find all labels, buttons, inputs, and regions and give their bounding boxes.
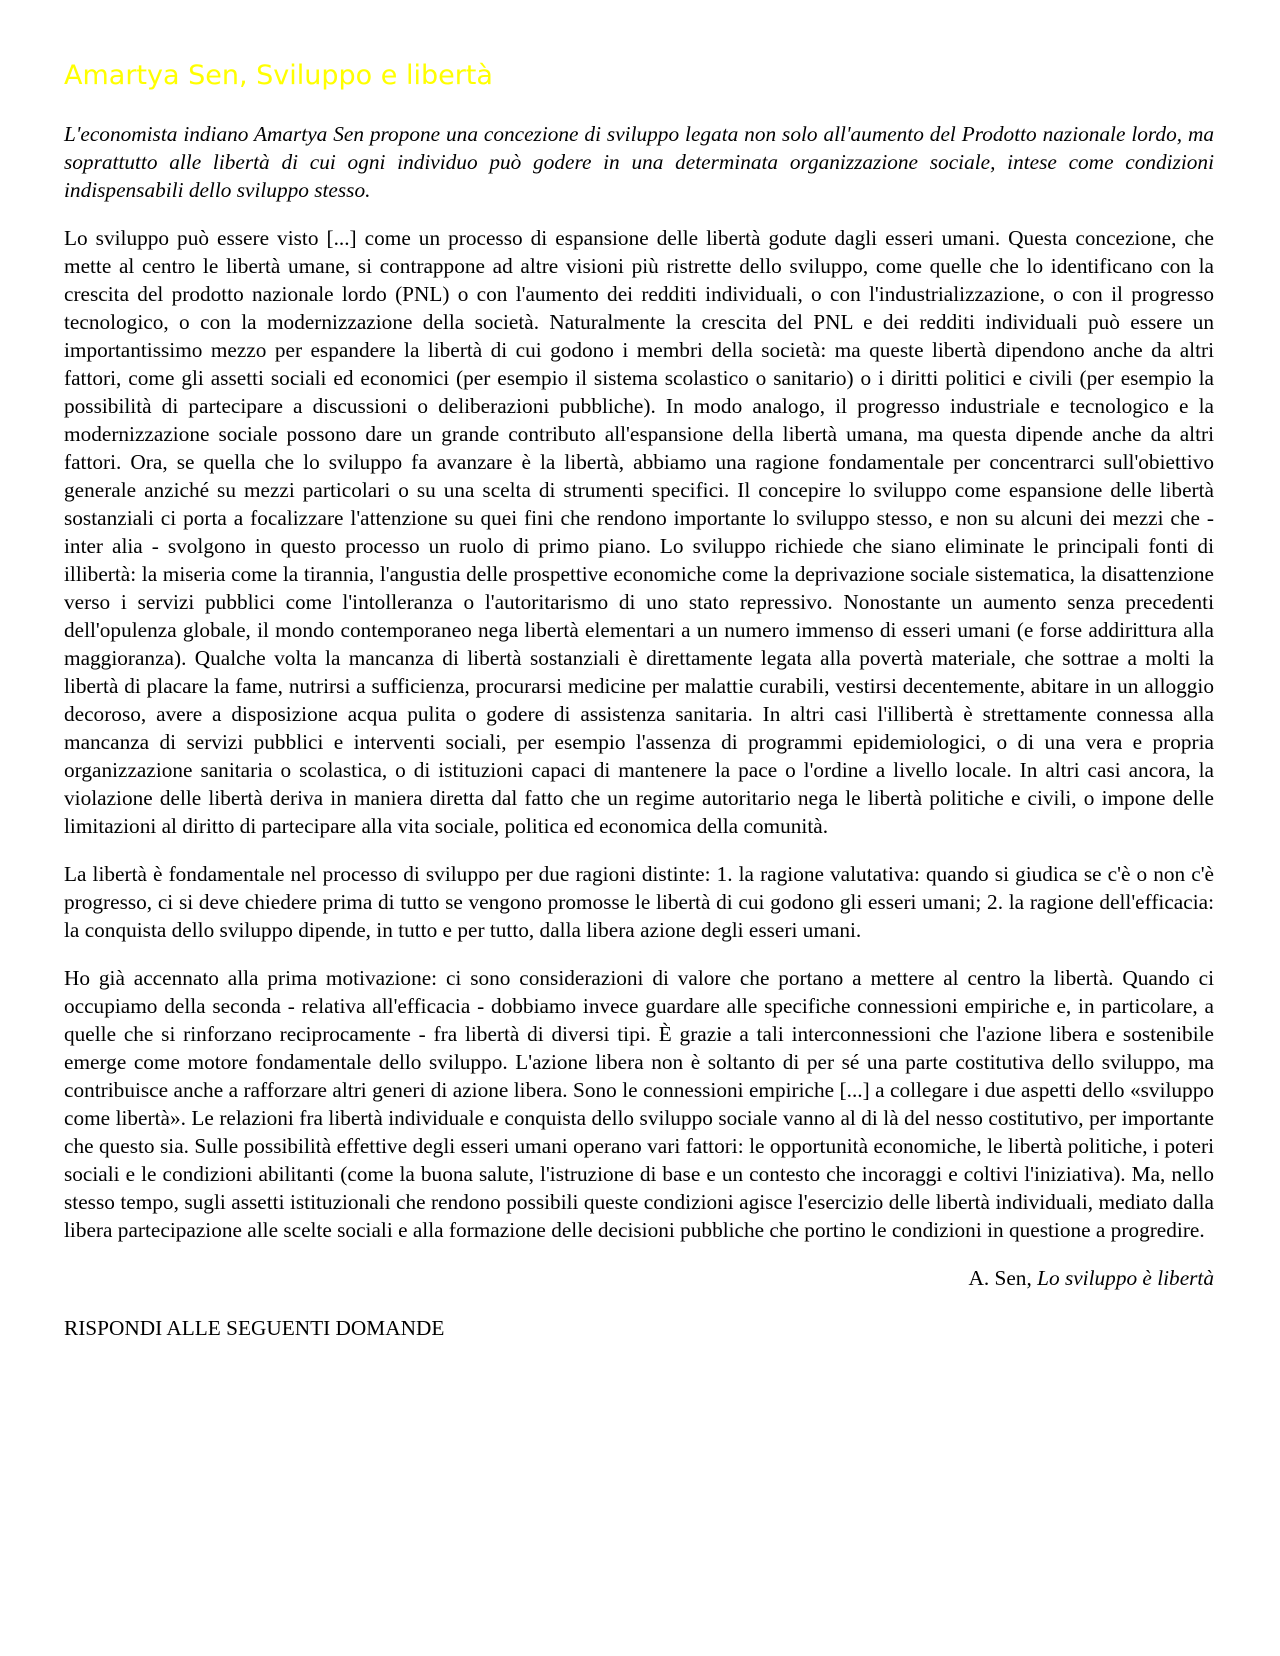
body-paragraph-1: Lo sviluppo può essere visto [...] come un processo di espansione delle libertà godute dagli esseri umani. Questa concezione, che mette al centro le libertà umane, si contrappone ad altre visioni più ristrette dello sviluppo, come quelle che lo identificano con la crescita del prodotto nazionale lordo (PNL) o con l'aumento dei redditi individuali, o con l'industrializzazione, o con il progresso tecnologico, o con la modernizzazione della società. Naturalmente la crescita del PNL e dei redditi individuali può essere un importantissimo mezzo per espandere la libertà di cui godono i membri della società: ma queste libertà dipendono anche da altri fattori, come gli assetti sociali ed economici (per esempio il sistema scolastico o sanitario) o i diritti politici e civili (per esempio la possibilità di partecipare a discussioni o deliberazioni pubbliche). In modo analogo, il progresso industriale e tecnologico e la modernizzazione sociale possono dare un grande contributo all'espansione della libertà umana, ma questa dipende anche da altri fattori. Ora, se quella che lo sviluppo fa avanzare è la libertà, abbiamo una ragione fondamentale per concentrarci sull'obiettivo generale anziché su mezzi particolari o su una scelta di strumenti specifici. Il concepire lo sviluppo come espansione delle libertà sostanziali ci porta a focalizzare l'attenzione su quei fini che rendono importante lo sviluppo stesso, e non su alcuni dei mezzi che - inter alia - svolgono in questo processo un ruolo di primo piano. Lo sviluppo richiede che siano eliminate le principali fonti di illibertà: la miseria come la tirannia, l'angustia delle prospettive economiche come la deprivazione sociale sistematica, la disattenzione verso i servizi pubblici come l'intolleranza o l'autoritarismo di uno stato repressivo. Nonostante un aumento senza precedenti dell'opulenza globale, il mondo contemporaneo nega libertà elementari a un numero immenso di esseri umani (e forse addirittura alla maggioranza). Qualche volta la mancanza di libertà sostanziali è direttamente legata alla povertà materiale, che sottrae a molti la libertà di placare la fame, nutrirsi a sufficienza, procurarsi medicine per malattie curabili, vestirsi decentemente, abitare in un alloggio decoroso, avere a disposizione acqua pulita o godere di assistenza sanitaria. In altri casi l'illibertà è strettamente connessa alla mancanza di servizi pubblici e interventi sociali, per esempio l'assenza di programmi epidemiologici, o di una vera e propria organizzazione sanitaria o scolastica, o di istituzioni capaci di mantenere la pace o l'ordine a livello locale. In altri casi ancora, la violazione delle libertà deriva in maniera diretta dal fatto che un regime autoritario nega le libertà politiche e civili, o impone delle limitazioni al diritto di partecipare alla vita sociale, politica ed economica della comunità.	[64, 226, 1214, 839]
document-page	[64, 60, 1214, 1342]
attribution-work: Lo sviluppo è libertà	[1037, 1266, 1214, 1291]
questions-heading: RISPONDI ALLE SEGUENTI DOMANDE	[64, 1316, 445, 1341]
source-attribution	[64, 1264, 1214, 1292]
attribution-author: A. Sen,	[968, 1266, 1032, 1291]
intro-paragraph: L'economista indiano Amartya Sen propone una concezione di sviluppo legata non solo all'aumento del Prodotto nazionale lordo, ma soprattutto alle libertà di cui ogni individuo può godere in una determinata organizzazione sociale, intese come condizioni indispensabili dello sviluppo stesso.	[64, 122, 1214, 203]
body-paragraph-2: La libertà è fondamentale nel processo di sviluppo per due ragioni distinte: 1. la ragione valutativa: quando si giudica se c'è o non c'è progresso, ci si deve chiedere prima di tutto se vengono promosse le libertà di cui godono gli esseri umani; 2. la ragione dell'efficacia: la conquista dello sviluppo dipende, in tutto e per tutto, dalla libera azione degli esseri umani.	[64, 862, 1214, 943]
document-title: Amartya Sen, Sviluppo e libertà	[64, 60, 493, 91]
body-paragraph-3: Ho già accennato alla prima motivazione: ci sono considerazioni di valore che portano a mettere al centro la libertà. Quando ci occupiamo della seconda - relativa all'efficacia - dobbiamo invece guardare alle specifiche connessioni empiriche e, in particolare, a quelle che si rinforzano reciprocamente - fra libertà di diversi tipi. È grazie a tali interconnessioni che l'azione libera e sostenibile emerge come motore fondamentale dello sviluppo. L'azione libera non è soltanto di per sé una parte costitutiva dello sviluppo, ma contribuisce anche a rafforzare altri generi di azione libera. Sono le connessioni empiriche [...] a collegare i due aspetti dello «sviluppo come libertà». Le relazioni fra libertà individuale e conquista dello sviluppo sociale vanno al di là del nesso costitutivo, per importante che questo sia. Sulle possibilità effettive degli esseri umani operano vari fattori: le opportunità economiche, le libertà politiche, i poteri sociali e le condizioni abilitanti (come la buona salute, l'istruzione di base e un contesto che incoraggi e coltivi l'iniziativa). Ma, nello stesso tempo, sugli assetti istituzionali che rendono possibili queste condizioni agisce l'esercizio delle libertà individuali, mediato dalla libera partecipazione alle scelte sociali e alla formazione delle decisioni pubbliche che portino le condizioni in questione a progredire.	[64, 966, 1214, 1243]
